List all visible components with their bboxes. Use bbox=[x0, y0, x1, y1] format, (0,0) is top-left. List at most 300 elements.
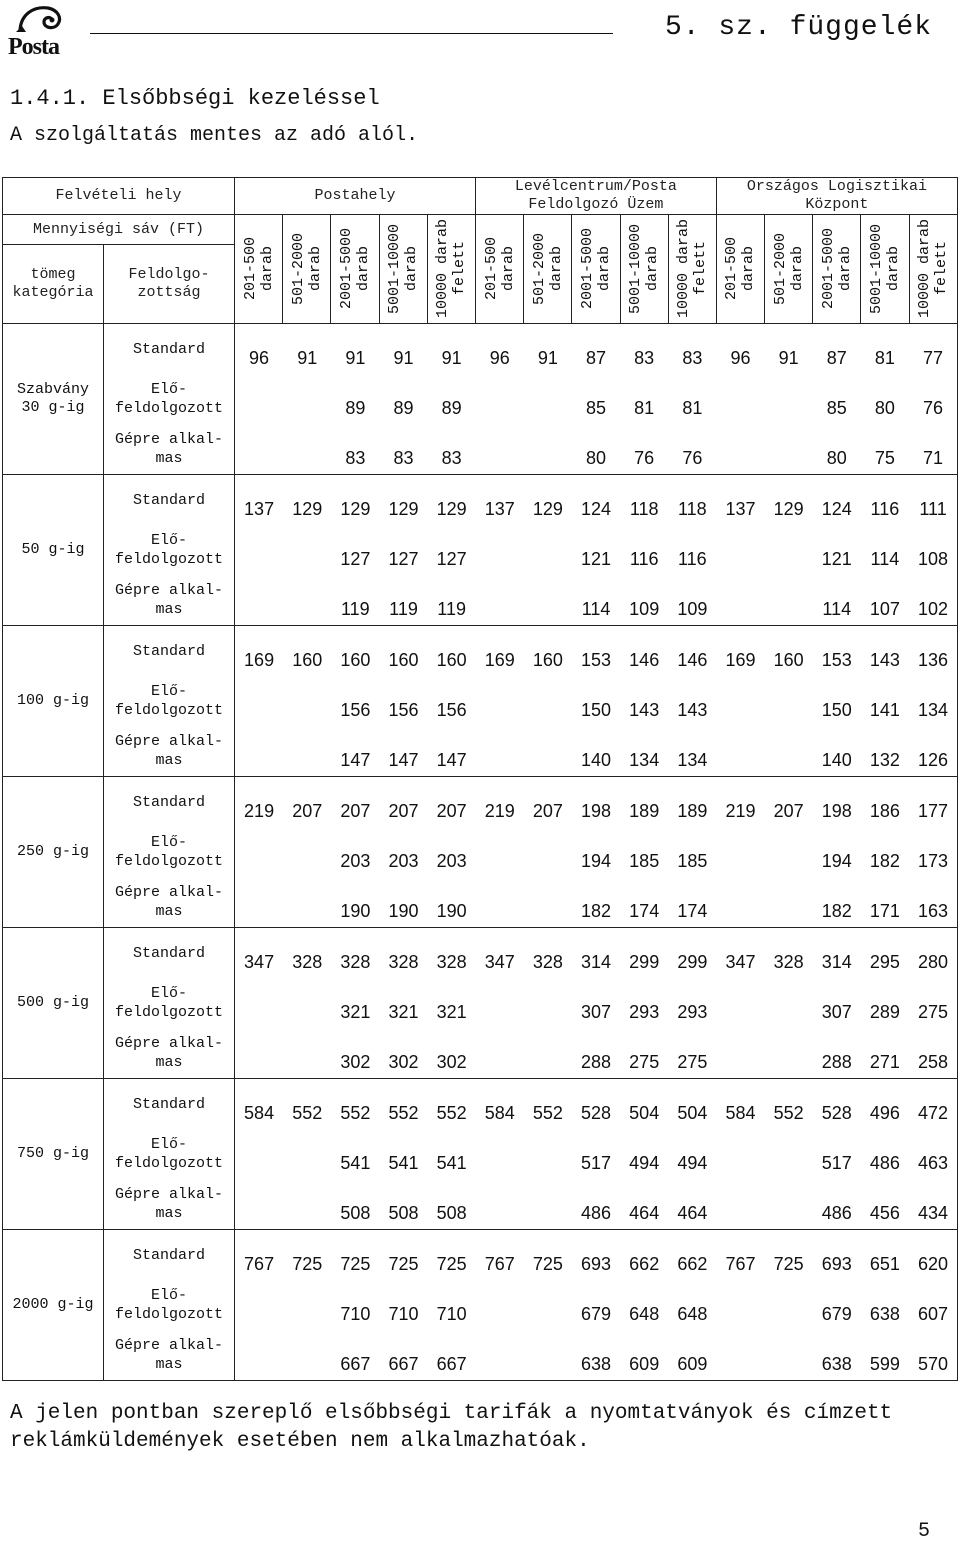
price-cell bbox=[235, 1280, 283, 1330]
price-cell: 108 bbox=[918, 549, 949, 569]
band-header bbox=[765, 215, 813, 324]
weight-category: 2000 g-ig bbox=[3, 1230, 104, 1381]
price-cell: 134 bbox=[677, 750, 708, 770]
price-cell bbox=[716, 424, 764, 474]
processing-labels bbox=[104, 626, 235, 777]
price-cell: 321 bbox=[340, 1002, 371, 1022]
price-cell: 328 bbox=[532, 952, 563, 972]
price-cell: 328 bbox=[436, 952, 467, 972]
price-cell: 508 bbox=[340, 1203, 371, 1223]
price-cell: 767 bbox=[484, 1254, 515, 1274]
price-cell bbox=[524, 1280, 572, 1330]
price-cell: 434 bbox=[918, 1203, 949, 1223]
band-header-label: 2001-5000 darab bbox=[819, 228, 854, 310]
price-cell: 160 bbox=[292, 650, 323, 670]
price-line bbox=[235, 928, 957, 978]
price-cell: 679 bbox=[821, 1304, 852, 1324]
price-cell bbox=[476, 575, 524, 625]
processing-label: Elő- feldolgozott bbox=[114, 532, 224, 568]
price-cell: 203 bbox=[436, 851, 467, 871]
price-cell bbox=[476, 877, 524, 927]
price-cell bbox=[765, 726, 813, 776]
price-cell: 496 bbox=[869, 1103, 900, 1123]
price-cell: 129 bbox=[773, 499, 804, 519]
price-cell: 190 bbox=[388, 901, 419, 921]
weight-category: 500 g-ig bbox=[3, 928, 104, 1079]
price-line bbox=[235, 1028, 957, 1078]
price-cell bbox=[283, 676, 331, 726]
price-cell bbox=[235, 1179, 283, 1229]
price-cell: 541 bbox=[436, 1153, 467, 1173]
price-cell: 295 bbox=[869, 952, 900, 972]
price-cell bbox=[283, 1028, 331, 1078]
price-cell: 143 bbox=[869, 650, 900, 670]
price-cell bbox=[716, 676, 764, 726]
price-values bbox=[235, 1230, 958, 1381]
posta-logo bbox=[8, 2, 78, 62]
price-cell: 129 bbox=[340, 499, 371, 519]
band-header bbox=[668, 215, 716, 324]
price-cell: 129 bbox=[436, 499, 467, 519]
price-cell bbox=[476, 676, 524, 726]
price-cell: 288 bbox=[821, 1052, 852, 1072]
band-header-label: 201-500 darab bbox=[241, 237, 276, 301]
price-cell bbox=[765, 676, 813, 726]
price-cell: 667 bbox=[388, 1354, 419, 1374]
price-line bbox=[235, 1280, 957, 1330]
price-cell: 302 bbox=[340, 1052, 371, 1072]
price-cell: 328 bbox=[340, 952, 371, 972]
price-cell bbox=[235, 676, 283, 726]
price-values bbox=[235, 777, 958, 928]
price-cell: 494 bbox=[629, 1153, 660, 1173]
band-header-label: 2001-5000 darab bbox=[337, 228, 372, 310]
page-number: 5 bbox=[917, 1520, 930, 1543]
logo-text: Posta bbox=[8, 34, 59, 60]
price-cell: 76 bbox=[682, 448, 703, 468]
price-cell: 91 bbox=[345, 348, 366, 368]
price-cell: 89 bbox=[393, 398, 414, 418]
price-cell bbox=[765, 1028, 813, 1078]
processing-label: Standard bbox=[132, 944, 205, 962]
processing-label: Standard bbox=[132, 793, 205, 811]
price-cell: 121 bbox=[821, 549, 852, 569]
price-cell: 83 bbox=[441, 448, 462, 468]
price-cell: 552 bbox=[773, 1103, 804, 1123]
subtitle: A szolgáltatás mentes az adó alól. bbox=[10, 124, 419, 147]
price-cell: 347 bbox=[484, 952, 515, 972]
price-cell: 321 bbox=[436, 1002, 467, 1022]
price-cell bbox=[765, 1179, 813, 1229]
price-cell: 171 bbox=[869, 901, 900, 921]
price-cell: 258 bbox=[918, 1052, 949, 1072]
processing-label: Standard bbox=[132, 491, 205, 509]
price-line bbox=[235, 676, 957, 726]
price-cell bbox=[476, 1179, 524, 1229]
tariff-table bbox=[2, 177, 958, 1381]
price-cell: 456 bbox=[869, 1203, 900, 1223]
price-cell: 552 bbox=[388, 1103, 419, 1123]
price-cell: 328 bbox=[773, 952, 804, 972]
price-cell: 584 bbox=[725, 1103, 756, 1123]
price-cell: 280 bbox=[918, 952, 949, 972]
price-cell: 494 bbox=[677, 1153, 708, 1173]
price-cell: 116 bbox=[870, 499, 900, 519]
price-line bbox=[235, 626, 957, 676]
price-cell: 725 bbox=[340, 1254, 371, 1274]
price-cell bbox=[235, 374, 283, 424]
price-cell: 725 bbox=[532, 1254, 563, 1274]
price-values bbox=[235, 475, 958, 626]
price-line bbox=[235, 1230, 957, 1280]
processing-label: Gépre alkal- mas bbox=[114, 1337, 224, 1373]
weight-category: Szabvány 30 g-ig bbox=[3, 324, 104, 475]
price-cell: 83 bbox=[345, 448, 366, 468]
price-cell: 143 bbox=[629, 700, 660, 720]
price-cell: 725 bbox=[388, 1254, 419, 1274]
price-cell: 80 bbox=[874, 398, 895, 418]
price-cell: 767 bbox=[725, 1254, 756, 1274]
price-cell: 638 bbox=[869, 1304, 900, 1324]
band-header-label: 5001-10000 darab bbox=[386, 223, 421, 314]
price-cell: 198 bbox=[581, 801, 612, 821]
band-header-label: 2001-5000 darab bbox=[578, 228, 613, 310]
price-cell: 147 bbox=[388, 750, 419, 770]
weight-category: 100 g-ig bbox=[3, 626, 104, 777]
price-cell: 96 bbox=[489, 348, 510, 368]
group-header-levelcentrum: Levélcentrum/Posta Feldolgozó Üzem bbox=[475, 178, 716, 215]
price-cell: 96 bbox=[249, 348, 270, 368]
price-cell: 83 bbox=[393, 448, 414, 468]
price-cell: 160 bbox=[532, 650, 563, 670]
price-cell: 174 bbox=[629, 901, 660, 921]
price-cell bbox=[476, 1028, 524, 1078]
felveteli-hely-header: Felvételi hely bbox=[3, 178, 235, 215]
footnote: A jelen pontban szereplő elsőbbségi tarifák a nyomtatványok és címzett reklámküldemények esetében nem alkalmazhatóak. bbox=[10, 1402, 893, 1453]
price-cell: 109 bbox=[629, 599, 660, 619]
price-cell: 207 bbox=[532, 801, 563, 821]
band-header bbox=[475, 215, 523, 324]
processing-labels bbox=[104, 928, 235, 1079]
price-cell: 275 bbox=[918, 1002, 949, 1022]
price-cell: 85 bbox=[586, 398, 607, 418]
price-line bbox=[235, 1179, 957, 1229]
price-cell bbox=[524, 877, 572, 927]
price-cell: 114 bbox=[870, 549, 900, 569]
price-cell bbox=[765, 1280, 813, 1330]
price-cell bbox=[476, 827, 524, 877]
price-cell: 679 bbox=[581, 1304, 612, 1324]
price-cell: 186 bbox=[869, 801, 900, 821]
price-cell: 725 bbox=[292, 1254, 323, 1274]
price-cell: 198 bbox=[821, 801, 852, 821]
price-line bbox=[235, 1079, 957, 1129]
band-header-label: 10000 darab felett bbox=[916, 219, 951, 319]
band-header bbox=[524, 215, 572, 324]
price-line bbox=[235, 525, 957, 575]
price-cell: 75 bbox=[874, 448, 895, 468]
price-cell bbox=[235, 726, 283, 776]
price-cell bbox=[716, 726, 764, 776]
price-cell bbox=[524, 978, 572, 1028]
processing-label: Elő- feldolgozott bbox=[114, 381, 224, 417]
price-values bbox=[235, 324, 958, 475]
price-cell: 80 bbox=[586, 448, 607, 468]
header-rule bbox=[90, 33, 613, 34]
price-cell bbox=[524, 374, 572, 424]
price-cell: 190 bbox=[340, 901, 371, 921]
price-cell: 91 bbox=[537, 348, 558, 368]
price-cell: 169 bbox=[484, 650, 515, 670]
price-cell: 609 bbox=[629, 1354, 660, 1374]
price-cell bbox=[235, 877, 283, 927]
price-cell: 710 bbox=[436, 1304, 467, 1324]
price-cell bbox=[716, 1129, 764, 1179]
price-cell bbox=[524, 1330, 572, 1380]
price-cell: 710 bbox=[388, 1304, 419, 1324]
processing-label: Gépre alkal- mas bbox=[114, 1186, 224, 1222]
band-header bbox=[379, 215, 427, 324]
price-cell: 96 bbox=[730, 348, 751, 368]
price-cell bbox=[283, 726, 331, 776]
price-cell bbox=[716, 525, 764, 575]
price-cell: 137 bbox=[725, 499, 756, 519]
processing-label: Elő- feldolgozott bbox=[114, 683, 224, 719]
band-header bbox=[813, 215, 861, 324]
price-cell bbox=[716, 575, 764, 625]
price-cell: 182 bbox=[821, 901, 852, 921]
price-cell: 121 bbox=[581, 549, 612, 569]
price-cell: 156 bbox=[388, 700, 419, 720]
price-cell bbox=[235, 424, 283, 474]
price-cell: 607 bbox=[918, 1304, 949, 1324]
price-line bbox=[235, 1129, 957, 1179]
price-cell: 137 bbox=[244, 499, 275, 519]
price-cell: 207 bbox=[388, 801, 419, 821]
price-cell: 271 bbox=[869, 1052, 900, 1072]
price-cell: 189 bbox=[629, 801, 660, 821]
band-header bbox=[331, 215, 379, 324]
price-cell: 71 bbox=[923, 448, 944, 468]
price-cell: 517 bbox=[581, 1153, 612, 1173]
price-cell: 517 bbox=[821, 1153, 852, 1173]
price-line bbox=[235, 324, 957, 374]
band-header bbox=[716, 215, 764, 324]
price-cell: 321 bbox=[388, 1002, 419, 1022]
price-cell: 109 bbox=[677, 599, 708, 619]
price-cell: 207 bbox=[436, 801, 467, 821]
price-cell: 143 bbox=[677, 700, 708, 720]
price-cell: 314 bbox=[821, 952, 852, 972]
price-cell bbox=[283, 1280, 331, 1330]
price-cell bbox=[476, 1280, 524, 1330]
price-cell bbox=[476, 978, 524, 1028]
price-cell: 147 bbox=[340, 750, 371, 770]
price-cell bbox=[716, 1330, 764, 1380]
price-cell bbox=[283, 424, 331, 474]
price-line bbox=[235, 777, 957, 827]
price-cell: 91 bbox=[778, 348, 799, 368]
price-cell bbox=[283, 1179, 331, 1229]
price-cell bbox=[235, 1028, 283, 1078]
price-cell: 302 bbox=[388, 1052, 419, 1072]
price-cell bbox=[716, 978, 764, 1028]
price-cell bbox=[235, 525, 283, 575]
price-cell: 194 bbox=[821, 851, 852, 871]
price-cell: 80 bbox=[826, 448, 847, 468]
price-cell: 508 bbox=[436, 1203, 467, 1223]
price-cell: 667 bbox=[436, 1354, 467, 1374]
price-cell: 160 bbox=[340, 650, 371, 670]
price-cell: 136 bbox=[918, 650, 949, 670]
group-header-orszagos-logisztikai: Országos Logisztikai Központ bbox=[716, 178, 957, 215]
price-cell: 299 bbox=[629, 952, 660, 972]
band-header-label: 501-2000 darab bbox=[289, 232, 324, 305]
price-cell: 141 bbox=[869, 700, 900, 720]
price-cell: 111 bbox=[919, 499, 947, 519]
price-cell: 150 bbox=[581, 700, 612, 720]
price-cell: 124 bbox=[581, 499, 612, 519]
feldolgozottsag-header: Feldolgo- zottság bbox=[104, 245, 235, 324]
price-cell: 693 bbox=[581, 1254, 612, 1274]
price-cell: 302 bbox=[436, 1052, 467, 1072]
price-cell bbox=[765, 877, 813, 927]
tomeg-kategoria-header: tömeg kategória bbox=[3, 245, 104, 324]
price-cell bbox=[716, 1028, 764, 1078]
price-cell: 203 bbox=[340, 851, 371, 871]
price-cell: 552 bbox=[292, 1103, 323, 1123]
price-cell: 81 bbox=[874, 348, 895, 368]
band-header-label: 5001-10000 darab bbox=[627, 223, 662, 314]
price-cell: 140 bbox=[581, 750, 612, 770]
price-cell bbox=[283, 525, 331, 575]
processing-label: Elő- feldolgozott bbox=[114, 1287, 224, 1323]
processing-label: Gépre alkal- mas bbox=[114, 1035, 224, 1071]
price-cell: 102 bbox=[918, 599, 949, 619]
price-cell: 134 bbox=[918, 700, 949, 720]
processing-labels bbox=[104, 324, 235, 475]
price-cell: 307 bbox=[581, 1002, 612, 1022]
price-cell: 599 bbox=[869, 1354, 900, 1374]
processing-label: Elő- feldolgozott bbox=[114, 985, 224, 1021]
price-cell bbox=[716, 374, 764, 424]
price-cell: 662 bbox=[629, 1254, 660, 1274]
price-cell: 710 bbox=[340, 1304, 371, 1324]
price-cell: 486 bbox=[821, 1203, 852, 1223]
price-cell: 552 bbox=[436, 1103, 467, 1123]
price-cell: 541 bbox=[388, 1153, 419, 1173]
price-line bbox=[235, 374, 957, 424]
price-cell: 570 bbox=[918, 1354, 949, 1374]
price-cell bbox=[765, 575, 813, 625]
processing-labels bbox=[104, 1079, 235, 1230]
price-cell: 767 bbox=[244, 1254, 275, 1274]
price-cell bbox=[476, 374, 524, 424]
processing-labels bbox=[104, 1230, 235, 1381]
price-cell bbox=[765, 978, 813, 1028]
price-cell: 219 bbox=[244, 801, 275, 821]
price-cell: 609 bbox=[677, 1354, 708, 1374]
price-cell: 129 bbox=[532, 499, 563, 519]
price-cell: 219 bbox=[484, 801, 515, 821]
price-cell: 126 bbox=[918, 750, 949, 770]
price-cell: 328 bbox=[388, 952, 419, 972]
price-cell: 91 bbox=[297, 348, 318, 368]
band-header-label: 10000 darab felett bbox=[434, 219, 469, 319]
price-cell: 275 bbox=[677, 1052, 708, 1072]
price-cell: 153 bbox=[581, 650, 612, 670]
processing-label: Standard bbox=[132, 1246, 205, 1264]
price-cell: 132 bbox=[869, 750, 900, 770]
price-cell: 83 bbox=[634, 348, 655, 368]
price-cell: 185 bbox=[677, 851, 708, 871]
posthorn-icon bbox=[14, 2, 66, 38]
price-cell: 89 bbox=[441, 398, 462, 418]
price-cell: 81 bbox=[682, 398, 703, 418]
price-cell: 147 bbox=[436, 750, 467, 770]
price-cell: 207 bbox=[340, 801, 371, 821]
price-cell: 134 bbox=[629, 750, 660, 770]
price-cell: 347 bbox=[725, 952, 756, 972]
price-cell: 648 bbox=[677, 1304, 708, 1324]
price-cell: 150 bbox=[821, 700, 852, 720]
price-cell: 648 bbox=[629, 1304, 660, 1324]
price-cell: 288 bbox=[581, 1052, 612, 1072]
price-line bbox=[235, 475, 957, 525]
price-cell: 140 bbox=[821, 750, 852, 770]
band-header bbox=[283, 215, 331, 324]
price-cell: 293 bbox=[677, 1002, 708, 1022]
band-header-label: 501-2000 darab bbox=[530, 232, 565, 305]
price-cell: 693 bbox=[821, 1254, 852, 1274]
price-cell: 584 bbox=[244, 1103, 275, 1123]
table-row bbox=[3, 626, 958, 777]
price-cell: 77 bbox=[923, 348, 944, 368]
price-cell: 194 bbox=[581, 851, 612, 871]
price-cell: 116 bbox=[629, 549, 659, 569]
appendix-title: 5. sz. függelék bbox=[664, 12, 932, 43]
price-cell: 219 bbox=[725, 801, 756, 821]
price-cell: 119 bbox=[437, 599, 466, 619]
weight-category: 750 g-ig bbox=[3, 1079, 104, 1230]
price-cell: 89 bbox=[345, 398, 366, 418]
price-cell: 541 bbox=[340, 1153, 371, 1173]
processing-label: Standard bbox=[132, 1095, 205, 1113]
price-cell: 76 bbox=[634, 448, 655, 468]
price-cell: 116 bbox=[677, 549, 707, 569]
price-cell: 153 bbox=[821, 650, 852, 670]
processing-labels bbox=[104, 475, 235, 626]
price-line bbox=[235, 978, 957, 1028]
price-cell: 347 bbox=[244, 952, 275, 972]
price-cell: 299 bbox=[677, 952, 708, 972]
price-cell: 87 bbox=[586, 348, 607, 368]
price-cell: 169 bbox=[244, 650, 275, 670]
price-cell: 163 bbox=[918, 901, 949, 921]
table-row bbox=[3, 777, 958, 928]
price-cell bbox=[235, 1129, 283, 1179]
band-header bbox=[909, 215, 957, 324]
section-title: 1.4.1. Elsőbbségi kezeléssel bbox=[10, 86, 380, 111]
price-values bbox=[235, 1079, 958, 1230]
price-cell bbox=[476, 525, 524, 575]
band-header-label: 10000 darab felett bbox=[675, 219, 710, 319]
price-cell: 651 bbox=[869, 1254, 900, 1274]
band-header-label: 201-500 darab bbox=[723, 237, 758, 301]
price-cell bbox=[716, 827, 764, 877]
price-cell: 464 bbox=[629, 1203, 660, 1223]
price-cell bbox=[283, 827, 331, 877]
